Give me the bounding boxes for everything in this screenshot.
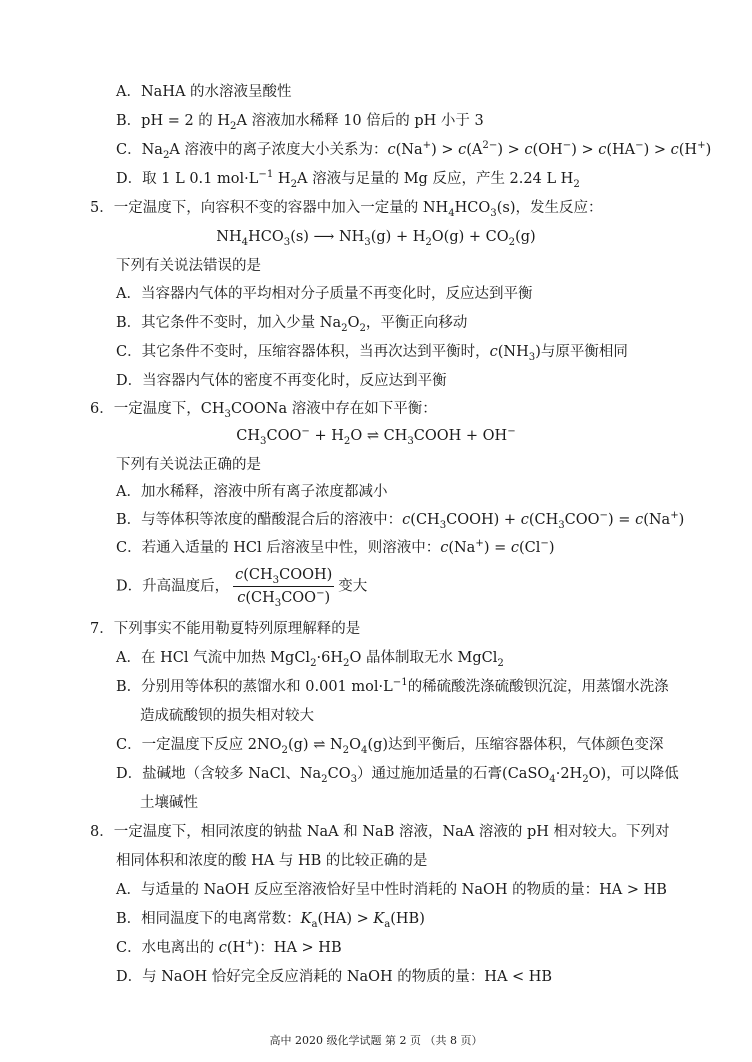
q5-question: 下列有关说法错误的是 [116,258,261,274]
q7-option-d: D．盐碱地（含较多 NaCl、$Na_2CO_3$）通过施加适量的石膏$(CaSO_4\cdot 2H_2O)$，可以降低 [116,766,679,785]
q5-option-a: A．当容器内气体的平均相对分子质量不再变化时，反应达到平衡 [116,286,533,302]
q6-stem: 6．一定温度下，$CH_3COONa$ 溶液中存在如下平衡： [90,401,437,420]
prev-option-c: C．$Na_2A$ 溶液中的离子浓度大小关系为：$c(Na^+) > c(A^{2-}) > c(OH^-) > c(HA^-) > c(H^+)$ [116,140,712,161]
q6-question: 下列有关说法正确的是 [116,457,261,473]
q6-option-c: C．若通入适量的 HCl 后溶液呈中性，则溶液中：c(Na+) = c(Cl−) [116,538,555,556]
q8-option-c: C．水电离出的 c(H+)：HA > HB [116,938,342,956]
q6-equation: $CH_3COO^- + H_2O$ ⇌ $CH_3COOH + OH^-$ [236,426,516,447]
q8-option-a: A．与适量的 NaOH 反应至溶液恰好呈中性时消耗的 NaOH 的物质的量：HA > HB [116,882,667,898]
fraction: $\frac{c(CH_3COOH)}{c(CH_3COO^-)}$ [235,567,333,609]
q5-stem: 5．一定温度下，向容积不变的容器中加入一定量的 $NH_4HCO_3(s)$，发生反应： [90,200,603,219]
q7-stem: 7．下列事实不能用勒夏特列原理解释的是 [90,621,361,637]
q8-stem-cont: 相同体积和浓度的酸 HA 与 HB 的比较正确的是 [116,853,428,869]
q5-option-b: B．其它条件不变时，加入少量 $Na_2O_2$，平衡正向移动 [116,315,468,334]
q6-option-d: D．升高温度后， $\frac{c(CH_3COOH)}{c(CH_3COO^-)}$ 变大 [116,567,368,609]
q6-option-b: B．与等体积等浓度的醋酸混合后的溶液中：$c(CH_3COOH) + c(CH_3COO^-) = c(Na^+)$ [116,510,685,531]
page-footer: 高中 2020 级化学试题 第 2 页 （共 8 页） [269,1034,483,1047]
q8-option-b: B．相同温度下的电离常数：$K_a(HA) > K_a(HB)$ [116,911,425,930]
q5-option-d: D．当容器内气体的密度不再变化时，反应达到平衡 [116,373,447,389]
q8-option-d: D．与 NaOH 恰好完全反应消耗的 NaOH 的物质的量：HA < HB [116,969,553,985]
q7-option-b: B．分别用等体积的蒸馏水和 0.001 $mol\cdot L^{-1}$的稀硫酸洗涤硫酸钡沉淀，用蒸馏水洗涤 [116,677,669,695]
q7-option-c: C．一定温度下反应 $2NO_2(g)$ ⇌ $N_2O_4(g)$达到平衡后，压缩容器体积，气体颜色变深 [116,737,664,756]
q5-option-c: C．其它条件不变时，压缩容器体积，当再次达到平衡时，$c(NH_3)$与原平衡相同 [116,344,628,363]
q7-option-d-cont: 土壤碱性 [140,795,198,811]
q6-option-a: A．加水稀释，溶液中所有离子浓度都减小 [116,484,388,500]
q7-option-a: A．在 HCl 气流中加热 $MgCl_2\cdot 6H_2O$ 晶体制取无水 MgCl$_2$ [116,650,504,669]
prev-option-b: B．pH = 2 的 $H_2A$ 溶液加水稀释 10 倍后的 pH 小于 3 [116,113,484,132]
prev-option-d: D．取 1 L 0.1 $mol\cdot L^{-1}$ $H_2A$ 溶液与足量的 Mg 反应，产生 2.24 L $H_2$ [116,169,580,190]
q7-option-b-cont: 造成硫酸钡的损失相对较大 [140,708,314,724]
q8-stem: 8．一定温度下，相同浓度的钠盐 NaA 和 NaB 溶液，NaA 溶液的 pH 相对较大。下列对 [90,824,670,840]
q5-equation: $NH_4HCO_3(s)$ ⟶ $NH_3(g) + H_2O(g) + CO_2(g)$ [216,229,536,248]
prev-option-a: A．NaHA 的水溶液呈酸性 [116,84,292,100]
